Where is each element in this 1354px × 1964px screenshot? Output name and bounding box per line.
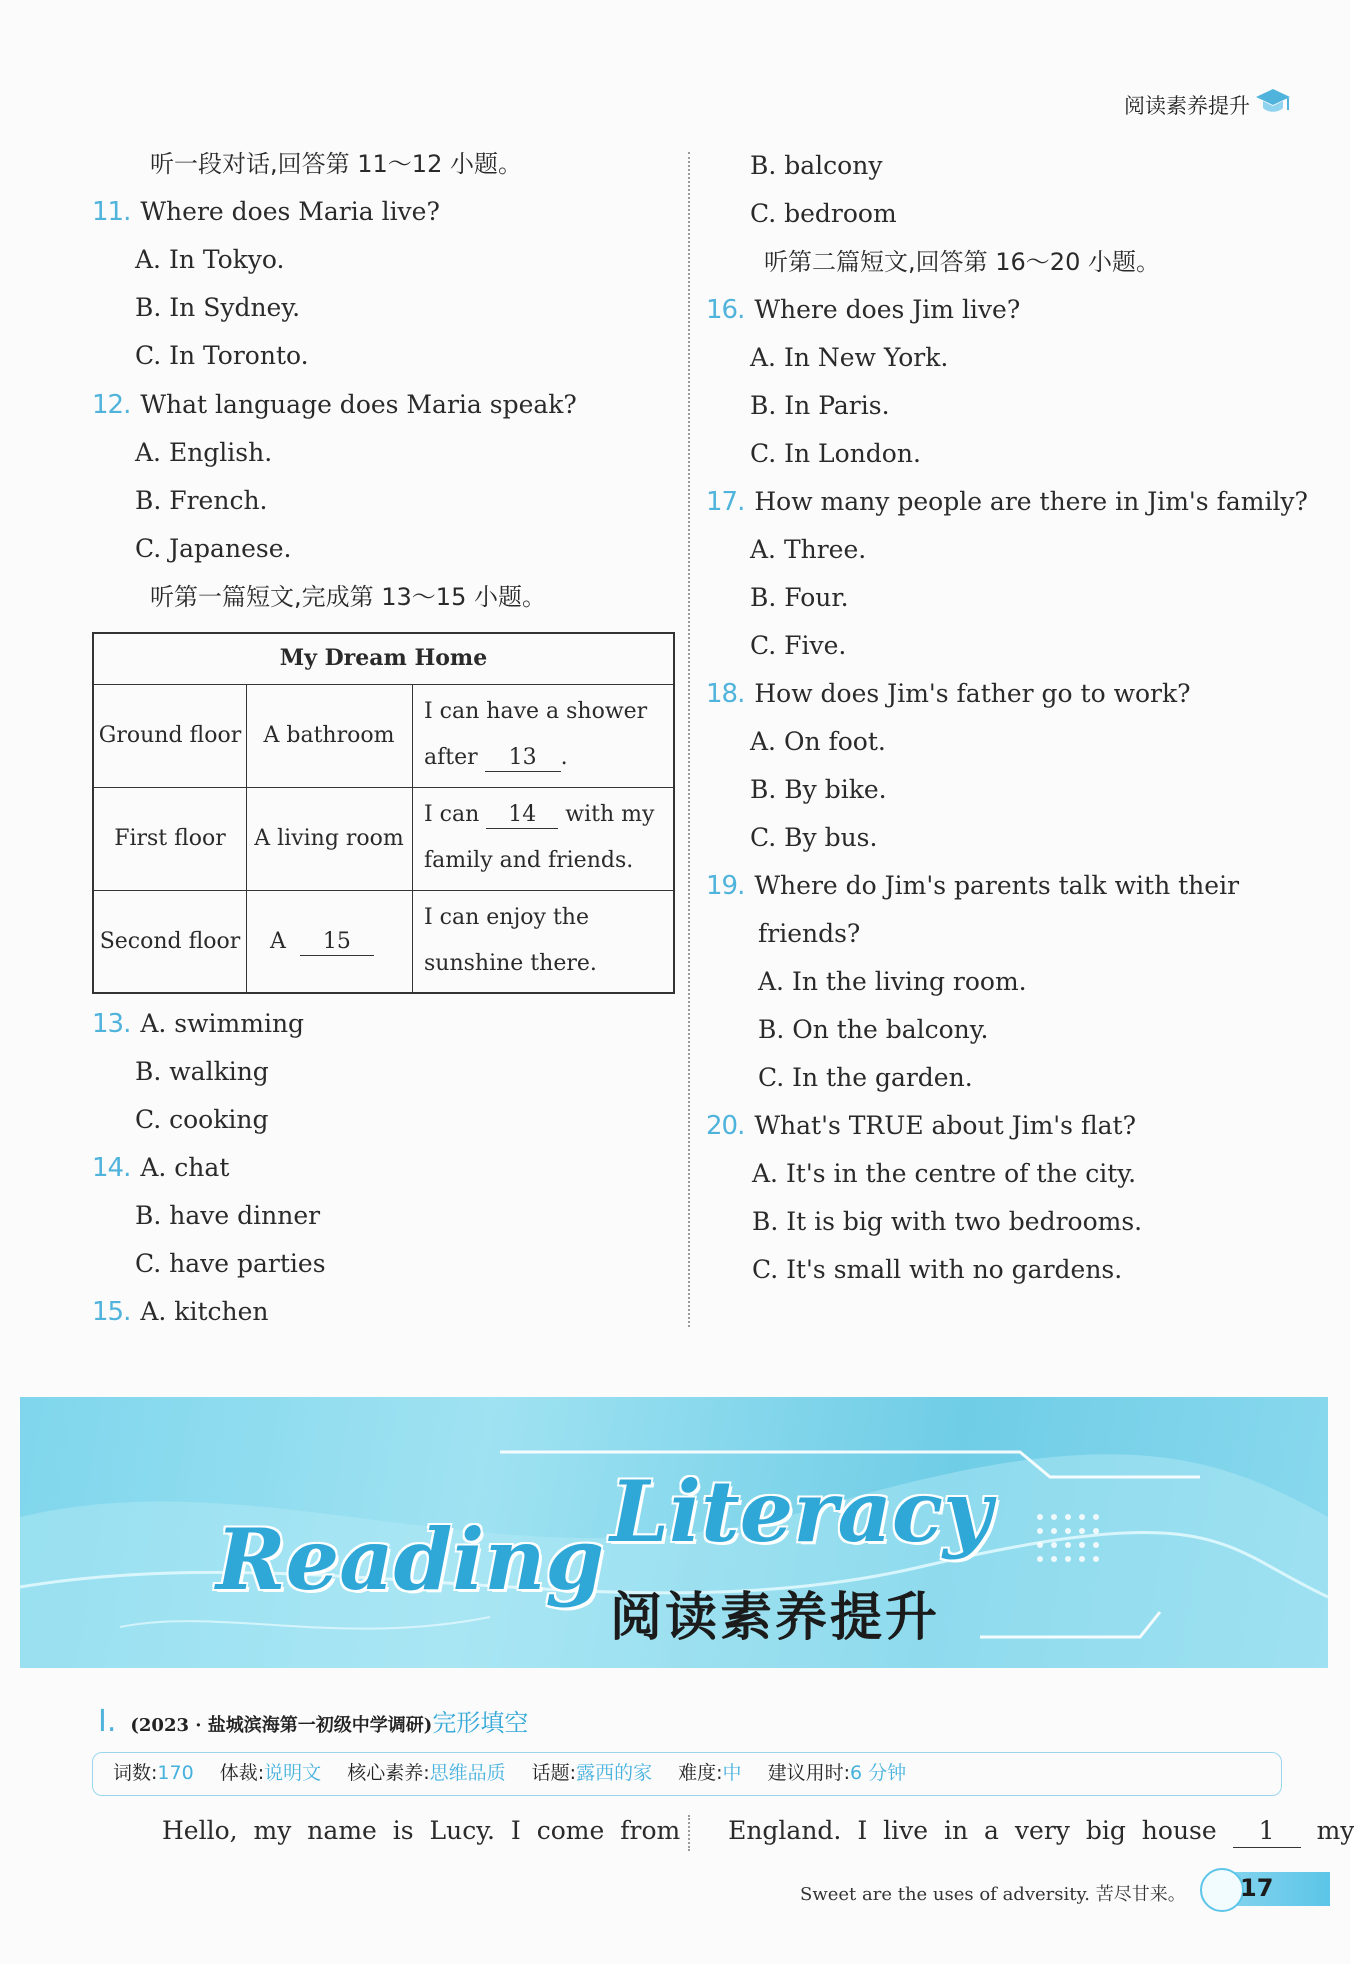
core-literacy: 思维品质 <box>429 1762 506 1784</box>
question-15 <box>92 1296 269 1328</box>
option-18c: C. By bus. <box>750 823 878 852</box>
table-cell-desc: I can 14 with my <box>424 802 655 827</box>
question-number: 20. <box>706 1111 745 1141</box>
difficulty: 中 <box>722 1762 742 1784</box>
question-number: 15. <box>92 1297 131 1327</box>
option-17a: A. Three. <box>750 535 867 564</box>
table-cell-desc: after 13 . <box>424 745 568 770</box>
table-cell-floor: First floor <box>114 826 226 851</box>
table-cell-room: A 15 <box>270 920 374 964</box>
column-divider <box>688 152 690 1327</box>
table-cell-room: A bathroom <box>263 723 395 748</box>
reading-literacy-banner <box>20 1397 1328 1668</box>
option-17c: C. Five. <box>750 631 847 660</box>
page-number: 17 <box>1240 1874 1274 1902</box>
question-text: What language does Maria speak? <box>140 390 577 419</box>
table-cell-desc: I can have a shower <box>424 699 648 724</box>
question-number: 16. <box>706 295 745 325</box>
section-heading <box>98 1703 528 1739</box>
option-20a: A. It's in the centre of the city. <box>752 1159 1137 1188</box>
question-text: Where does Maria live? <box>140 197 440 226</box>
banner-chinese-title: 阅读素养提升 <box>610 1588 941 1648</box>
instruction-16-20: 听第二篇短文,回答第 16～20 小题。 <box>764 248 1160 276</box>
option-14a: A. chat <box>140 1153 230 1182</box>
option-14b: B. have dinner <box>135 1201 321 1230</box>
banner-word-literacy: Literacy <box>610 1462 992 1561</box>
genre: 说明文 <box>264 1762 322 1784</box>
option-15a: A. kitchen <box>140 1297 269 1326</box>
question-number: 18. <box>706 679 745 709</box>
option-20b: B. It is big with two bedrooms. <box>752 1207 1143 1236</box>
question-19-cont: friends? <box>758 919 861 948</box>
table-cell-floor: Ground floor <box>98 723 242 748</box>
question-text: How many people are there in Jim's family? <box>754 487 1308 516</box>
passage-column-divider <box>688 1815 690 1851</box>
section-number: Ⅰ. <box>98 1704 117 1739</box>
section-source: (2023 · 盐城滨海第一初级中学调研) <box>130 1715 433 1736</box>
topic: 露西的家 <box>576 1762 653 1784</box>
page-circle-icon <box>1200 1868 1244 1912</box>
dream-home-table <box>92 632 675 994</box>
option-13c: C. cooking <box>135 1105 269 1134</box>
question-text: What's TRUE about Jim's flat? <box>754 1111 1136 1140</box>
section-type: 完形填空 <box>432 1709 529 1737</box>
option-15c: C. bedroom <box>750 199 897 228</box>
table-title: My Dream Home <box>279 645 488 671</box>
question-20 <box>706 1110 1136 1142</box>
passage-info-bar: 词数:170 体裁:说明文 核心素养:思维品质 话题:露西的家 难度:中 建议用时:6 分钟 <box>92 1752 1282 1796</box>
suggested-time: 6 分钟 <box>850 1762 907 1784</box>
option-13b: B. walking <box>135 1057 269 1086</box>
question-13 <box>92 1008 304 1040</box>
option-12a: A. English. <box>135 438 273 467</box>
header-title: 阅读素养提升 <box>1124 94 1250 118</box>
blank-1[interactable]: 1 <box>1233 1815 1301 1848</box>
instruction-11-12: 听一段对话,回答第 11～12 小题。 <box>150 150 522 178</box>
question-number: 11. <box>92 197 131 227</box>
question-19 <box>706 870 1239 902</box>
option-19a: A. In the living room. <box>758 967 1027 996</box>
banner-word-reading: Reading <box>216 1510 605 1609</box>
option-13a: A. swimming <box>140 1009 305 1038</box>
question-16 <box>706 294 1020 326</box>
option-11b: B. In Sydney. <box>135 293 301 322</box>
footer-motto: Sweet are the uses of adversity. 苦尽甘来。 <box>800 1884 1186 1905</box>
question-number: 12. <box>92 390 131 420</box>
table-cell-desc: family and friends. <box>424 848 634 873</box>
graduation-cap-icon <box>1254 86 1292 118</box>
question-14 <box>92 1152 229 1184</box>
cloze-passage-line: Hello, my name is Lucy. I come from England. I live in a very big house 1 my <box>162 1811 1354 1851</box>
question-11 <box>92 196 440 228</box>
question-text: Where does Jim live? <box>754 295 1021 324</box>
option-12c: C. Japanese. <box>135 534 292 563</box>
blank-13[interactable]: 13 <box>485 745 561 772</box>
question-17 <box>706 486 1308 518</box>
option-16b: B. In Paris. <box>750 391 890 420</box>
option-16a: A. In New York. <box>750 343 949 372</box>
question-number: 17. <box>706 487 745 517</box>
option-11a: A. In Tokyo. <box>135 245 285 274</box>
option-18a: A. On foot. <box>750 727 886 756</box>
table-cell-room: A living room <box>254 826 404 851</box>
option-16c: C. In London. <box>750 439 921 468</box>
option-17b: B. Four. <box>750 583 849 612</box>
question-12 <box>92 389 577 421</box>
option-14c: C. have parties <box>135 1249 326 1278</box>
instruction-13-15: 听第一篇短文,完成第 13～15 小题。 <box>150 583 546 611</box>
table-cell-desc: sunshine there. <box>424 951 597 976</box>
option-19c: C. In the garden. <box>758 1063 973 1092</box>
option-11c: C. In Toronto. <box>135 341 309 370</box>
question-number: 19. <box>706 871 745 901</box>
question-number: 13. <box>92 1009 131 1039</box>
blank-14[interactable]: 14 <box>486 802 558 829</box>
option-15b: B. balcony <box>750 151 883 180</box>
table-cell-floor: Second floor <box>99 929 241 954</box>
blank-15[interactable]: 15 <box>300 929 374 956</box>
word-count: 170 <box>157 1762 194 1784</box>
table-cell-desc: I can enjoy the <box>424 905 589 930</box>
question-18 <box>706 678 1191 710</box>
question-text: Where do Jim's parents talk with their <box>754 871 1240 900</box>
option-12b: B. French. <box>135 486 268 515</box>
question-number: 14. <box>92 1153 131 1183</box>
option-18b: B. By bike. <box>750 775 887 804</box>
option-20c: C. It's small with no gardens. <box>752 1255 1123 1284</box>
option-19b: B. On the balcony. <box>758 1015 989 1044</box>
question-text: How does Jim's father go to work? <box>754 679 1191 708</box>
